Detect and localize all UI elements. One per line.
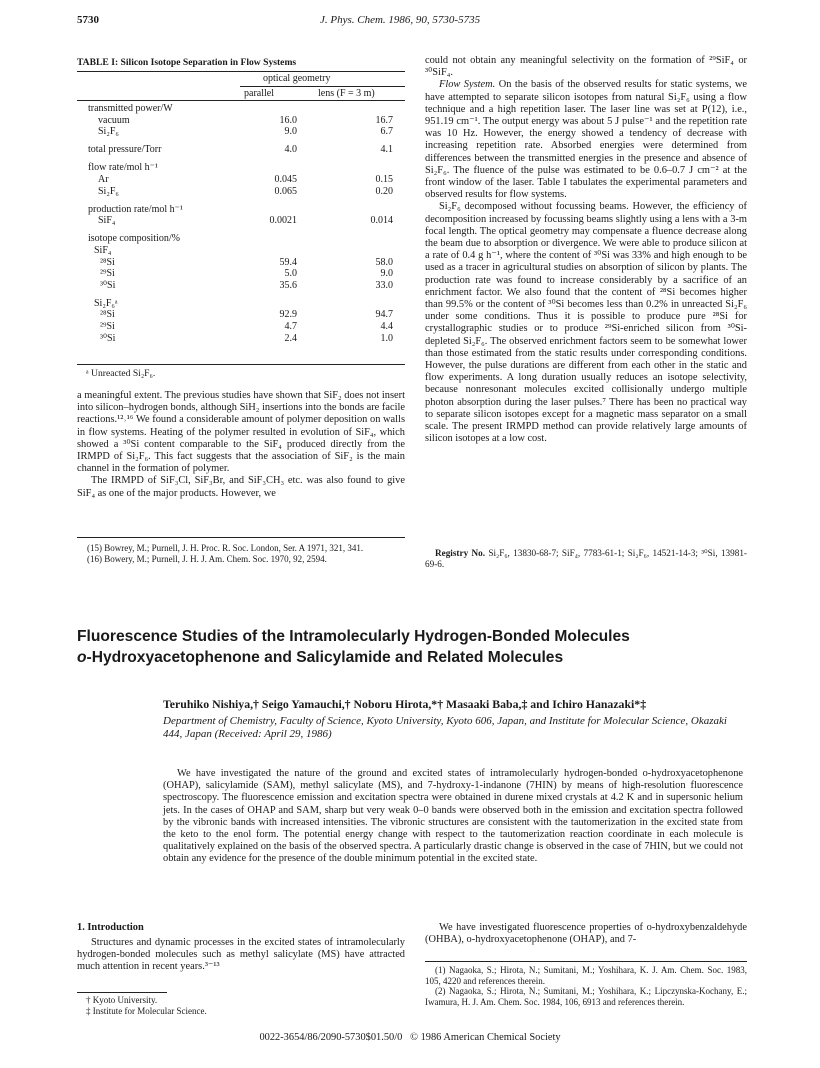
table-row-label: Si₂F₆ (98, 126, 119, 138)
intro-left-text: Structures and dynamic processes in the excited states of intramolecularly hydrogen-bonded molecules such as methyl salicylate (MS) have attracted much attention in recent years.³⁻¹³ (77, 937, 405, 973)
article-title-line-2 (77, 649, 563, 667)
table-cell-parallel: 5.0 (284, 268, 297, 280)
left-column-text (77, 390, 405, 500)
article-authors: Teruhiko Nishiya,† Seigo Yamauchi,† Noboru Hirota,*† Masaaki Baba,‡ and Ichiro Hanazaki*‡ (163, 697, 647, 711)
table-row-label: vacuum (98, 114, 130, 126)
table-row (88, 298, 405, 310)
table-row (88, 280, 405, 292)
table-cell-parallel: 0.065 (274, 185, 297, 197)
table-cell-lens: 9.0 (380, 268, 393, 280)
running-head: J. Phys. Chem. 1986, 90, 5730-5735 (320, 14, 481, 26)
table-row-label: total pressure/Torr (88, 144, 162, 156)
table-bottom-rule (77, 364, 405, 365)
table-top-rule (77, 71, 405, 72)
table-cell-lens: 0.15 (375, 173, 393, 185)
table-row (88, 126, 405, 138)
table-cell-lens: 58.0 (375, 256, 393, 268)
right-paragraph-1: On the basis of the observed results for static systems, we have attempted to separate silicon isotopes from natural Si₂F₆ using a flow technique and a high repetition laser. The laser line was set at P(12), i.e., 951.19 cm⁻¹. The output energy was about 5 J pulse⁻¹ and the repetition rate was 10 Hz. However, the energy showed a tendency of decrease with increasing repetition rate. Absorbed energies were determined from differences between the transmitted energies in the presence and absence of Si₂F₆. The fluence of the pulse was estimated to be 0.6–0.7 J cm⁻² at the front window of the laser. Table I tabulates the experimental parameters and observed results for flow systems. (425, 79, 747, 201)
ref-footnote-rule (425, 961, 747, 962)
article-abstract: We have investigated the nature of the ground and excited states of intramolecularly hydrogen-bonded o-hydroxyacetophenone (OHAP), salicylamide (SAM), methyl salicylate (MS), and 7-hydroxy-1-indanone (7HIN) by means of high-resolution fluorescence spectroscopy. The fluorescence emission and excitation spectra were obtained in durene mixed crystals at 4.2 K and in supersonic helium jets. In the cases of OHAP and SAM, sharp but very weak 0–0 bands were observed both in the emission and excitation spectra followed by the vibronic bands with increased intensities. The vibronic structures are consistent with the tautomerization in the excited state from the keto to the enol form. The potential energy change with respect to the tautomerization reaction coordinate in each molecule is qualitatively explained on the basis of the observed spectra. A particularly drastic change is observed in the case of 7HIN, but we could not obtain any evidence for the presence of the double minimum potential in the excited state. (163, 768, 743, 865)
right-paragraph-2: Si₂F₆ decomposed without focussing beams. However, the efficiency of decomposition increased by focussing beams slightly using a lens with a 3-m focal length. The optical geometry may compensate a fluence decrease along the beam due to absorption or divergence. We were able to produce silicon at a rate of 0.4 g h⁻¹, where the content of ³⁰Si was 33% and high enough to be used as a tracer in agricultural studies on absorption of silicon by plants. The production rate was found to increase considerably by a sacrifice of an enrichment factor. We also found that the content of ²⁸Si becomes higher than 99.5% or the content of ³⁰Si becomes less than 0.2% in unreacted Si₂F₆ under some conditions. Thus it is possible to produce pure ²⁸Si for crystallographic studies or to produce ²⁹Si-enriched silicon from ³⁰Si-depleted Si₂F₆. The observed enrichment factors seem to be somewhat lower than those estimated from the static results under corresponding conditions. However, the pulse durations are different from each other in the static and flow experiments. A long duration usually reduces an isotope selectivity, because nonresonant molecules excited collisionally undergo multiple photon absorption during the laser pulses.⁷ There has been no practical way to separate silicon isotopes except for a magnetic mass separator on a small scale. The present IRMPD method can provide relatively large amounts of silicon isotopes at a low cost. (425, 201, 747, 445)
article-affiliation: Department of Chemistry, Faculty of Science, Kyoto University, Kyoto 606, Japan, and Institute for Molecular Science, Okazaki 444, Japan (Received: April 29, 1986) (163, 715, 727, 740)
left-paragraph-1: a meaningful extent. The previous studies have shown that SiF₂ does not insert into silicon–hydrogen bonds, although SiH₂ insertions into the bonds are facile reactions.¹²˒¹⁶ We found a considerable amount of polymer deposition on walls in flow systems. Heating of the polymer resulted in evolution of SiF₄, which showed a ³⁰Si content comparable to the SiF₄ produced directly from the IRMPD of Si₂F₆. This fact suggests that the association of SiF₂ is the main channel in the formation of polymer. (77, 390, 405, 475)
table-cell-parallel: 92.9 (279, 309, 297, 321)
page-footer: 0022-3654/86/2090-5730$01.50/0 © 1986 American Chemical Society (259, 1032, 561, 1043)
table-col-parallel: parallel (244, 88, 274, 99)
table-row-label: Ar (98, 173, 109, 185)
table-title: TABLE I: Silicon Isotope Separation in Flow Systems (77, 57, 297, 68)
table-row-label: transmitted power/W (88, 103, 173, 114)
intro-right-text: We have investigated fluorescence properties of o-hydroxybenzaldehyde (OHBA), o-hydroxyacetophenone (OHAP), and 7- (425, 922, 747, 946)
table-cell-lens: 0.014 (370, 215, 393, 227)
registry-numbers (425, 548, 747, 569)
table-cell-parallel: 16.0 (279, 114, 297, 126)
title-italic-o: o (77, 649, 87, 666)
table-row (88, 257, 405, 269)
table-row-label: ³⁰Si (100, 332, 116, 344)
page-number: 5730 (77, 14, 99, 26)
table-group-rule (240, 86, 405, 87)
table-row (88, 268, 405, 280)
left-paragraph-2: The IRMPD of SiF₃Cl, SiF₃Br, and SiF₃CH₃ etc. was also found to give SiF₄ as one of the major products. However, we (77, 475, 405, 499)
table-cell-parallel: 4.0 (284, 144, 297, 156)
table-row (88, 115, 405, 127)
table-row-label: SiF₄ (98, 215, 116, 227)
table-cell-parallel: 4.7 (284, 321, 297, 332)
table-cell-parallel: 35.6 (279, 279, 297, 291)
table-row (88, 174, 405, 186)
table-cell-lens: 16.7 (375, 114, 393, 126)
left-footnote-rule (77, 537, 405, 538)
table-row-label: isotope composition/% (88, 233, 180, 245)
table-cell-parallel: 0.045 (274, 173, 297, 185)
registry-label: Registry No. (435, 548, 486, 558)
footnote-kyoto: † Kyoto University. (86, 995, 158, 1005)
article-title-line-1: Fluorescence Studies of the Intramolecularly Hydrogen-Bonded Molecules (77, 628, 630, 645)
table-row (88, 321, 405, 333)
flow-system-heading: Flow System. (439, 79, 496, 91)
table-row (88, 309, 405, 321)
table-row-label: ²⁸Si (100, 256, 115, 268)
table-row (88, 215, 405, 227)
table-cell-lens: 33.0 (375, 279, 393, 291)
title-line-2-rest: -Hydroxyacetophenone and Salicylamide and Related Molecules (86, 649, 564, 666)
table-row-label: SiF₄ (94, 244, 112, 256)
reference-2: (2) Nagaoka, S.; Hirota, N.; Sumitani, M.; Yoshihara, K.; Lipczynska-Kochany, E.; Iwamura, H. J. Am. Chem. Soc. 1984, 106, 6913 and references therein. (425, 986, 747, 1007)
intro-heading: 1. Introduction (77, 922, 144, 933)
table-row-label: ³⁰Si (100, 279, 116, 291)
footnote-15: (15) Bowrey, M.; Purnell, J. H. Proc. R. Soc. London, Ser. A 1971, 321, 341. (87, 543, 364, 553)
table-row (88, 204, 405, 216)
table-cell-parallel: 59.4 (279, 256, 297, 268)
table-row-label: flow rate/mol h⁻¹ (88, 162, 158, 174)
left-footnotes (77, 543, 405, 564)
table-cell-lens: 4.4 (380, 321, 393, 332)
ref-footnotes (425, 965, 747, 1007)
table-footnote: ᵃ Unreacted Si₂F₆. (86, 368, 156, 379)
table-row (88, 103, 405, 115)
table-cell-parallel: 2.4 (284, 332, 297, 344)
table-row (88, 245, 405, 257)
table-col-lens: lens (F = 3 m) (318, 88, 375, 99)
footnote-ims: ‡ Institute for Molecular Science. (86, 1006, 207, 1016)
table-row-label: ²⁹Si (100, 321, 115, 332)
table-row-label: ²⁸Si (100, 309, 115, 321)
table-cell-lens: 6.7 (380, 126, 393, 138)
table-header-rule (77, 100, 405, 101)
table-row (88, 233, 405, 245)
right-column-text (425, 55, 747, 446)
registry-text: Si₂F₆, 13830-68-7; SiF₄, 7783-61-1; Si₂F₆, 14521-14-3; ³⁰Si, 13981-69-6. (425, 548, 747, 569)
table-cell-lens: 0.20 (375, 185, 393, 197)
reference-1: (1) Nagaoka, S.; Hirota, N.; Sumitani, M.; Yoshihara, K. J. Am. Chem. Soc. 1983, 105, 4220 and references therein. (425, 965, 747, 986)
table-row-label: ²⁹Si (100, 268, 115, 280)
table-cell-lens: 94.7 (375, 309, 393, 321)
table-cell-lens: 4.1 (380, 144, 393, 156)
table-row-label: Si₂F₆ (98, 185, 119, 197)
table-cell-lens: 1.0 (380, 332, 393, 344)
table-row-label: production rate/mol h⁻¹ (88, 203, 183, 215)
right-paragraph-0: could not obtain any meaningful selectivity on the formation of ²⁹SiF₄ or ³⁰SiF₄. (425, 55, 747, 79)
table-row (88, 162, 405, 174)
table-cell-parallel: 0.0021 (269, 215, 297, 227)
table-row (88, 186, 405, 198)
table-body (88, 103, 405, 344)
table-row (88, 144, 405, 156)
table-group-header: optical geometry (263, 73, 331, 84)
table-cell-parallel: 9.0 (284, 126, 297, 138)
table-row (88, 333, 405, 345)
affil-footnote-rule (77, 992, 167, 993)
footnote-16: (16) Bowery, M.; Purnell, J. H. J. Am. Chem. Soc. 1970, 92, 2594. (87, 553, 327, 564)
table-row-label: Si₂F₆ᵃ (94, 297, 118, 309)
